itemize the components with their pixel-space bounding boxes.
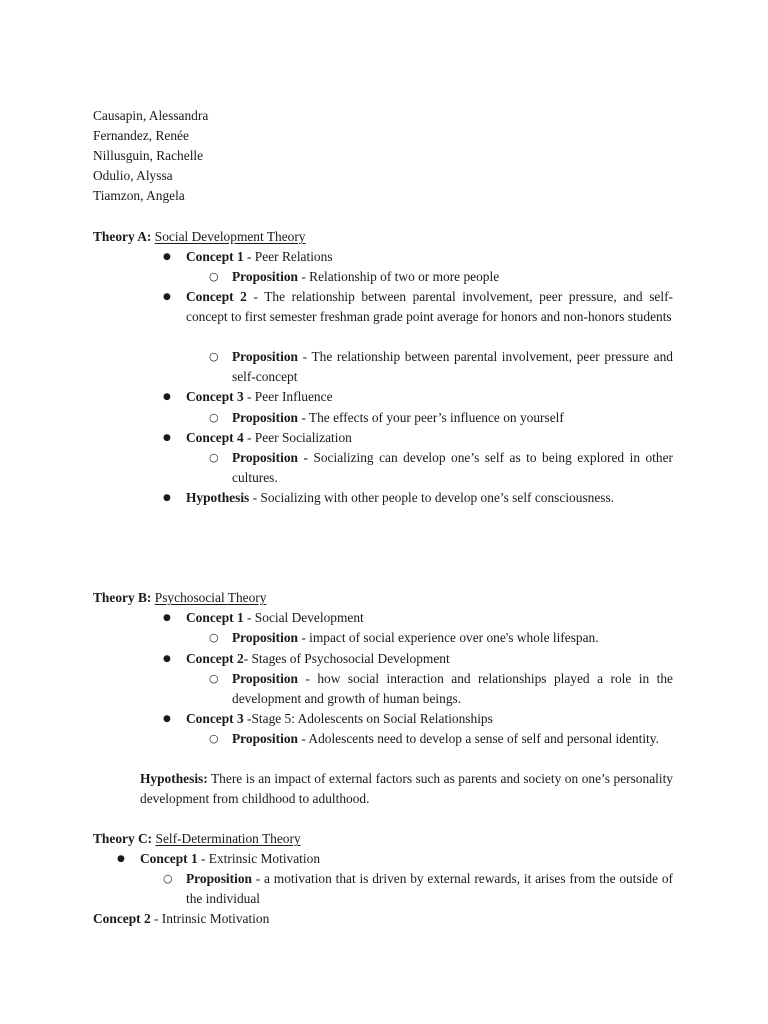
concept-item <box>140 849 320 869</box>
concept-text: - Peer Influence <box>243 389 333 404</box>
hypothesis-text: There is an impact of external factors such as parents and society on one’s personality development from childhood to adulthood. <box>140 771 673 807</box>
hypothesis-text: - Socializing with other people to develop one’s self consciousness. <box>249 490 615 505</box>
proposition-label: Proposition <box>232 671 298 686</box>
concept-label: Concept 2 <box>186 289 247 304</box>
proposition-text: - how social interaction and relationships played a role in the development and growth of human beings. <box>232 671 673 707</box>
concept-label: Concept 2 <box>186 651 244 666</box>
proposition-label: Proposition <box>186 871 252 886</box>
author-name: Odulio, Alyssa <box>93 168 173 183</box>
proposition-label: Proposition <box>232 731 298 746</box>
concept-label: Concept 1 <box>186 610 244 625</box>
proposition-item <box>232 729 673 749</box>
proposition-label: Proposition <box>232 450 298 465</box>
circle-bullet-icon: ○ <box>209 631 219 644</box>
concept-text: - Stages of Psychosocial Development <box>243 651 450 666</box>
proposition-text: - Socializing can develop one’s self as to being explored in other cultures. <box>232 450 673 486</box>
proposition-item <box>232 408 564 428</box>
concept-label: Concept 2 <box>93 911 151 926</box>
bullet-icon: ● <box>163 392 171 402</box>
concept-item <box>186 428 352 448</box>
hypothesis-item <box>140 769 673 809</box>
bullet-icon: ● <box>163 292 171 302</box>
concept-label: Concept 1 <box>140 851 198 866</box>
concept-item <box>186 649 450 669</box>
theory-name: Social Development Theory <box>154 229 306 244</box>
circle-bullet-icon: ○ <box>209 672 219 685</box>
proposition-item <box>232 347 673 387</box>
concept-item <box>186 287 673 327</box>
proposition-text: - The relationship between parental involvement, peer pressure and self-concept <box>232 349 673 385</box>
concept-item <box>93 909 269 929</box>
theory-c-heading <box>93 829 301 849</box>
proposition-text: - The effects of your peer’s influence on yourself <box>297 410 564 425</box>
bullet-icon: ● <box>163 493 171 503</box>
concept-text: - The relationship between parental involvement, peer pressure, and self-concept to first semester freshman grade point average for honors and non-honors students <box>186 289 673 325</box>
author-name: Fernandez, Renée <box>93 128 189 143</box>
circle-bullet-icon: ○ <box>209 451 219 464</box>
proposition-label: Proposition <box>232 410 298 425</box>
bullet-icon: ● <box>163 613 171 623</box>
bullet-icon: ● <box>163 714 171 724</box>
proposition-text: - Relationship of two or more people <box>297 269 500 284</box>
concept-item <box>186 387 333 407</box>
concept-text: - Social Development <box>243 610 364 625</box>
bullet-icon: ● <box>163 433 171 443</box>
proposition-text: - a motivation that is driven by external rewards, it arises from the outside of the individual <box>186 871 673 907</box>
concept-item <box>186 608 364 628</box>
proposition-text: - impact of social experience over one's whole lifespan. <box>297 630 599 645</box>
proposition-item <box>232 267 499 287</box>
concept-text: - Extrinsic Motivation <box>197 851 321 866</box>
theory-label: Theory B: <box>93 590 152 605</box>
proposition-text: - Adolescents need to develop a sense of self and personal identity. <box>297 731 659 746</box>
proposition-item <box>232 628 599 648</box>
circle-bullet-icon: ○ <box>209 270 219 283</box>
concept-label: Concept 4 <box>186 430 244 445</box>
circle-bullet-icon: ○ <box>209 350 219 363</box>
hypothesis-item <box>186 488 673 508</box>
theory-name: Psychosocial Theory <box>154 590 267 605</box>
proposition-item <box>186 869 673 909</box>
concept-item <box>186 247 333 267</box>
bullet-icon: ● <box>163 252 171 262</box>
concept-text: - Peer Relations <box>243 249 333 264</box>
author-name: Tiamzon, Angela <box>93 188 185 203</box>
concept-label: Concept 1 <box>186 249 244 264</box>
concept-item <box>186 709 493 729</box>
author-name: Causapin, Alessandra <box>93 108 209 123</box>
theory-a-heading <box>93 227 306 247</box>
theory-label: Theory A: <box>93 229 152 244</box>
circle-bullet-icon: ○ <box>163 872 173 885</box>
hypothesis-label: Hypothesis: <box>140 771 208 786</box>
author-name: Nillusguin, Rachelle <box>93 148 204 163</box>
bullet-icon: ● <box>163 654 171 664</box>
concept-label: Concept 3 <box>186 389 244 404</box>
theory-label: Theory C: <box>93 831 153 846</box>
proposition-label: Proposition <box>232 349 298 364</box>
concept-label: Concept 3 <box>186 711 244 726</box>
proposition-item <box>232 448 673 488</box>
bullet-icon: ● <box>117 854 125 864</box>
concept-text: - Intrinsic Motivation <box>150 911 270 926</box>
theory-name: Self-Determination Theory <box>155 831 301 846</box>
proposition-label: Proposition <box>232 269 298 284</box>
proposition-item <box>232 669 673 709</box>
proposition-label: Proposition <box>232 630 298 645</box>
concept-text: -Stage 5: Adolescents on Social Relationships <box>243 711 493 726</box>
circle-bullet-icon: ○ <box>209 732 219 745</box>
concept-text: - Peer Socialization <box>243 430 352 445</box>
hypothesis-label: Hypothesis <box>186 490 250 505</box>
circle-bullet-icon: ○ <box>209 411 219 424</box>
theory-b-heading <box>93 588 266 608</box>
